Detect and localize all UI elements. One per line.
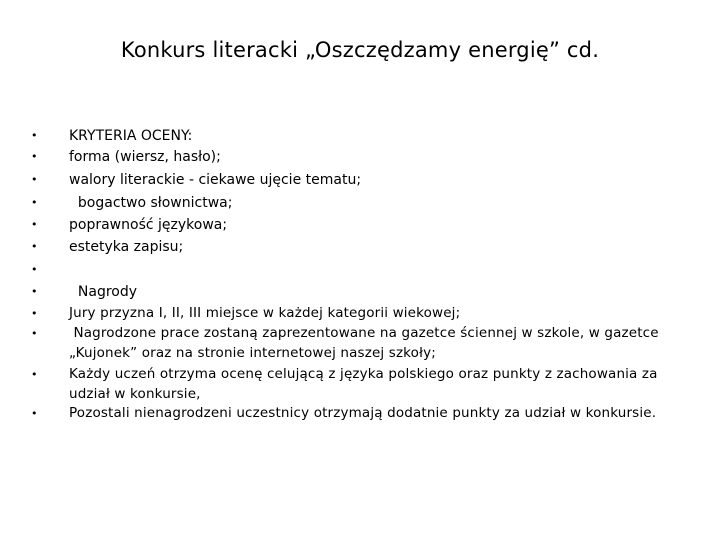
- list-item: poprawność językowa;: [69, 217, 228, 233]
- bullet-icon: •: [31, 218, 38, 231]
- list-item: forma (wiersz, hasło);: [69, 149, 221, 165]
- list-item-prizes-heading: Nagrody: [69, 284, 138, 300]
- list-item: Jury przyzna I, II, III miejsce w każdej kategorii wiekowej;: [69, 305, 461, 321]
- bullet-icon: •: [31, 368, 38, 381]
- list-item: walory literackie - ciekawe ujęcie tematu;: [69, 172, 362, 188]
- list-item: Każdy uczeń otrzyma ocenę celującą z języka polskiego oraz punkty z zachowania za udział w konkursie,: [69, 366, 658, 402]
- bullet-icon: •: [31, 129, 38, 142]
- list-item: Nagrodzone prace zostaną zaprezentowane na gazetce ściennej w szkole, w gazetce „Kujonek” oraz na stronie internetowej naszej szkoły;: [69, 325, 664, 361]
- bullet-icon: •: [31, 285, 38, 298]
- bullet-icon: •: [31, 240, 38, 253]
- list-item: bogactwo słownictwa;: [69, 195, 233, 211]
- bullet-icon: •: [31, 407, 38, 420]
- bullet-icon: •: [31, 307, 38, 320]
- bullet-icon: •: [31, 173, 38, 186]
- bullet-icon: •: [31, 327, 38, 340]
- bullet-icon: •: [31, 150, 38, 163]
- slide-title: Konkurs literacki „Oszczędzamy energię” cd.: [120, 38, 600, 62]
- list-item: Pozostali nienagrodzeni uczestnicy otrzymają dodatnie punkty za udział w konkursie.: [69, 405, 657, 421]
- list-item: estetyka zapisu;: [69, 239, 184, 255]
- bullet-icon: •: [31, 196, 38, 209]
- list-item-criteria-heading: KRYTERIA OCENY:: [69, 128, 193, 144]
- bullet-icon: •: [31, 263, 38, 276]
